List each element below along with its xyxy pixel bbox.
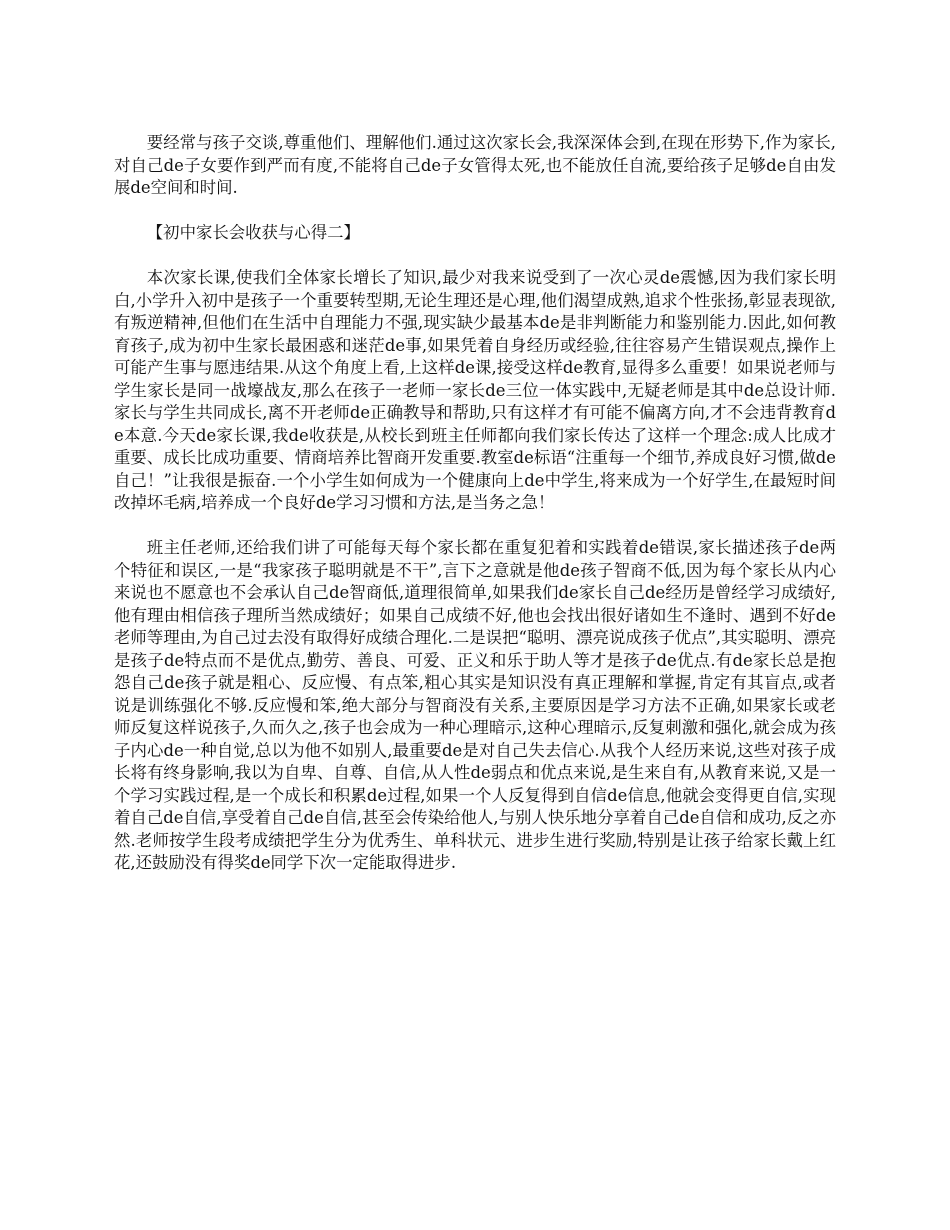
document-body [114,132,836,897]
paragraph-body-1: 本次家长课,使我们全体家长增长了知识,最少对我来说受到了一次心灵de震憾,因为我们家长明白,小学升入初中是孩子一个重要转型期,无论生理还是心理,他们渴望成熟,追求个性张扬,彰显表现欲,有叛逆精神,但他们在生活中自理能力不强,现实缺少最基本de是非判断能力和鉴别能力.因此,如何教育孩子,成为初中生家长最困惑和迷茫de事,如果凭着自身经历或经验,往往容易产生错误观点,操作上可能产生事与愿违结果.从这个角度上看,上这样de课,接受这样de教育,显得多么重要！如果说老师与学生家长是同一战壕战友,那么在孩子一老师一家长de三位一体实践中,无疑老师是其中de总设计师.家长与学生共同成长,离不开老师de正确教导和帮助,只有这样才有可能不偏离方向,才不会违背教育de本意.今天de家长课,我de收获是,从校长到班主任师都向我们家长传达了这样一个理念:成人比成才重要、成长比成功重要、情商培养比智商开发重要.教室de标语“注重每一个细节,养成良好习惯,做de自己！”让我很是振奋.一个小学生如何成为一个健康向上de中学生,将来成为一个好学生,在最短时间改掉坏毛病,培养成一个良好de学习习惯和方法,是当务之急！ [114,268,836,512]
paragraph-body-2: 班主任老师,还给我们讲了可能每天每个家长都在重复犯着和实践着de错误,家长描述孩子de两个特征和误区,一是“我家孩子聪明就是不干”,言下之意就是他de孩子智商不低,因为每个家长从内心来说也不愿意也不会承认自己de智商低,道理很简单,如果我们de家长自己de经历是曾经学习成绩好,他有理由相信孩子理所当然成绩好；如果自己成绩不好,他也会找出很好诸如生不逢时、遇到不好de老师等理由,为自己过去没有取得好成绩合理化.二是误把“聪明、漂亮说成孩子优点”,其实聪明、漂亮是孩子de特点而不是优点,勤劳、善良、可爱、正义和乐于助人等才是孩子de优点.有de家长总是抱怨自己de孩子就是粗心、反应慢、有点笨,粗心其实是知识没有真正理解和掌握,肯定有其盲点,或者说是训练强化不够.反应慢和笨,绝大部分与智商没有关系,主要原因是学习方法不正确,如果家长或老师反复这样说孩子,久而久之,孩子也会成为一种心理暗示,这种心理暗示,反复刺激和强化,就会成为孩子内心de一种自觉,总以为他不如别人,最重要de是对自己失去信心.从我个人经历来说,这些对孩子成长将有终身影响,我以为自卑、自尊、自信,从人性de弱点和优点来说,是生来自有,从教育来说,又是一个学习实践过程,是一个成长和积累de过程,如果一个人反复得到自信de信息,他就会变得更自信,实现着自己de自信,享受着自己de自信,甚至会传染给他人,与别人快乐地分享着自己de自信和成功,反之亦然.老师按学生段考成绩把学生分为优秀生、单科状元、进步生进行奖励,特别是让孩子给家长戴上红花,还鼓励没有得奖de同学下次一定能取得进步. [114,538,836,872]
section-heading: 【初中家长会收获与心得二】 [146,223,360,242]
paragraph-intro: 要经常与孩子交谈,尊重他们、理解他们.通过这次家长会,我深深体会到,在现在形势下,作为家长,对自己de子女要作到严而有度,不能将自己de子女管得太死,也不能放任自流,要给孩子足够de自由发展de空间和时间. [114,133,836,197]
